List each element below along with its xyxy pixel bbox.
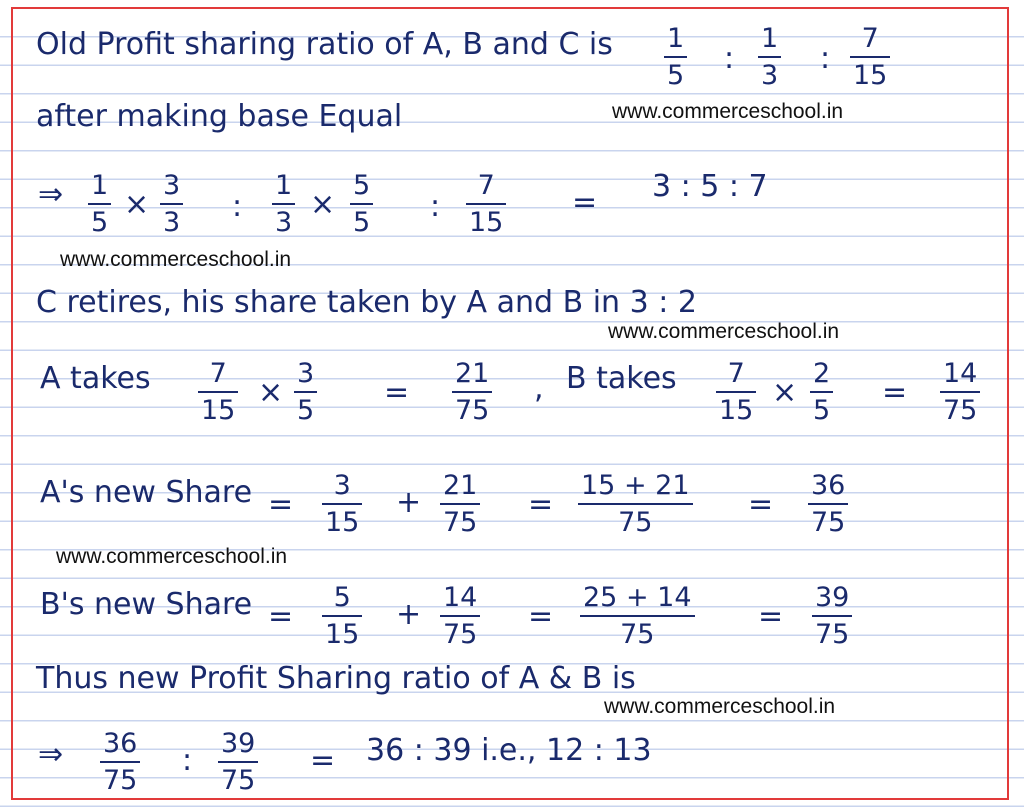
equals-sign: = <box>528 487 554 522</box>
denominator: 75 <box>618 507 653 538</box>
numerator: 21 <box>455 358 490 389</box>
numerator: 3 <box>297 358 315 389</box>
numerator: 36 <box>103 728 138 759</box>
plus-sign: + <box>396 597 422 632</box>
numerator: 39 <box>815 582 850 613</box>
multiply-sign: × <box>124 187 150 222</box>
numerator: 7 <box>209 358 227 389</box>
watermark: www.commerceschool.in <box>60 248 292 271</box>
equals-sign: = <box>572 185 598 220</box>
numerator: 36 <box>811 470 846 501</box>
multiply-sign: × <box>772 375 798 410</box>
denominator: 3 <box>163 207 181 238</box>
numerator: 1 <box>761 23 779 54</box>
denominator: 5 <box>353 207 371 238</box>
equals-sign: = <box>882 375 908 410</box>
numerator: 1 <box>667 23 685 54</box>
watermark: www.commerceschool.in <box>604 695 836 718</box>
denominator: 5 <box>813 395 831 426</box>
denominator: 3 <box>275 207 293 238</box>
simplified-ratio: 3 : 5 : 7 <box>652 169 768 204</box>
numerator: 3 <box>163 170 181 201</box>
ratio-separator: : <box>232 189 243 224</box>
fraction <box>88 172 111 236</box>
watermark: www.commerceschool.in <box>608 320 840 343</box>
fraction <box>218 730 258 794</box>
fraction <box>812 584 852 648</box>
numerator: 1 <box>91 170 109 201</box>
denominator: 15 <box>201 395 236 426</box>
ratio-separator: : <box>724 41 735 76</box>
fraction <box>810 360 833 424</box>
numerator: 1 <box>275 170 293 201</box>
fraction <box>452 360 492 424</box>
fraction <box>440 472 480 536</box>
fraction <box>350 172 373 236</box>
fraction <box>322 584 362 648</box>
numerator: 5 <box>353 170 371 201</box>
fraction <box>322 472 362 536</box>
denominator: 75 <box>943 395 978 426</box>
old-ratio-c <box>850 25 890 89</box>
denominator: 15 <box>325 619 360 650</box>
numerator: 5 <box>333 582 351 613</box>
fraction <box>580 584 695 648</box>
watermark: www.commerceschool.in <box>56 545 288 568</box>
fraction <box>440 584 480 648</box>
denominator: 15 <box>325 507 360 538</box>
fraction <box>716 360 756 424</box>
base-equal-heading: after making base Equal <box>36 99 403 134</box>
comma: , <box>534 371 544 406</box>
old-ratio-a <box>664 25 687 89</box>
numerator: 25 + 14 <box>583 582 692 613</box>
numerator: 7 <box>861 23 879 54</box>
fraction <box>808 472 848 536</box>
denominator: 3 <box>761 60 779 91</box>
denominator: 75 <box>455 395 490 426</box>
watermark: www.commerceschool.in <box>612 100 844 123</box>
fraction <box>272 172 295 236</box>
old-ratio-statement: Old Profit sharing ratio of A, B and C is <box>36 27 613 62</box>
a-new-share-label: A's new Share <box>40 475 253 510</box>
ratio-separator: : <box>820 41 831 76</box>
fraction <box>466 172 506 236</box>
numerator: 3 <box>333 470 351 501</box>
new-ratio-statement: Thus new Profit Sharing ratio of A & B is <box>36 661 636 696</box>
denominator: 5 <box>667 60 685 91</box>
equals-sign: = <box>748 487 774 522</box>
denominator: 15 <box>853 60 888 91</box>
equals-sign: = <box>268 599 294 634</box>
equals-sign: = <box>384 375 410 410</box>
denominator: 5 <box>297 395 315 426</box>
plus-sign: + <box>396 485 422 520</box>
ratio-separator: : <box>182 743 193 778</box>
numerator: 14 <box>443 582 478 613</box>
a-takes-label: A takes <box>40 361 151 396</box>
multiply-sign: × <box>258 375 284 410</box>
denominator: 15 <box>469 207 504 238</box>
numerator: 39 <box>221 728 256 759</box>
denominator: 75 <box>443 507 478 538</box>
numerator: 7 <box>727 358 745 389</box>
denominator: 75 <box>221 765 256 796</box>
denominator: 75 <box>443 619 478 650</box>
equals-sign: = <box>268 487 294 522</box>
denominator: 15 <box>719 395 754 426</box>
numerator: 14 <box>943 358 978 389</box>
old-ratio-b <box>758 25 781 89</box>
numerator: 7 <box>477 170 495 201</box>
implies-arrow: ⇒ <box>38 737 64 772</box>
equals-sign: = <box>310 743 336 778</box>
denominator: 75 <box>103 765 138 796</box>
fraction <box>578 472 693 536</box>
denominator: 75 <box>620 619 655 650</box>
fraction <box>940 360 980 424</box>
b-takes-label: B takes <box>566 361 677 396</box>
b-new-share-label: B's new Share <box>40 587 253 622</box>
final-ratio: 36 : 39 i.e., 12 : 13 <box>366 733 652 768</box>
denominator: 5 <box>91 207 109 238</box>
equals-sign: = <box>528 599 554 634</box>
numerator: 15 + 21 <box>581 470 690 501</box>
ratio-separator: : <box>430 189 441 224</box>
multiply-sign: × <box>310 187 336 222</box>
denominator: 75 <box>811 507 846 538</box>
fraction <box>100 730 140 794</box>
fraction <box>160 172 183 236</box>
denominator: 75 <box>815 619 850 650</box>
fraction <box>198 360 238 424</box>
implies-arrow: ⇒ <box>38 177 64 212</box>
fraction <box>294 360 317 424</box>
numerator: 2 <box>813 358 831 389</box>
equals-sign: = <box>758 599 784 634</box>
numerator: 21 <box>443 470 478 501</box>
retirement-statement: C retires, his share taken by A and B in 3 : 2 <box>36 285 697 320</box>
